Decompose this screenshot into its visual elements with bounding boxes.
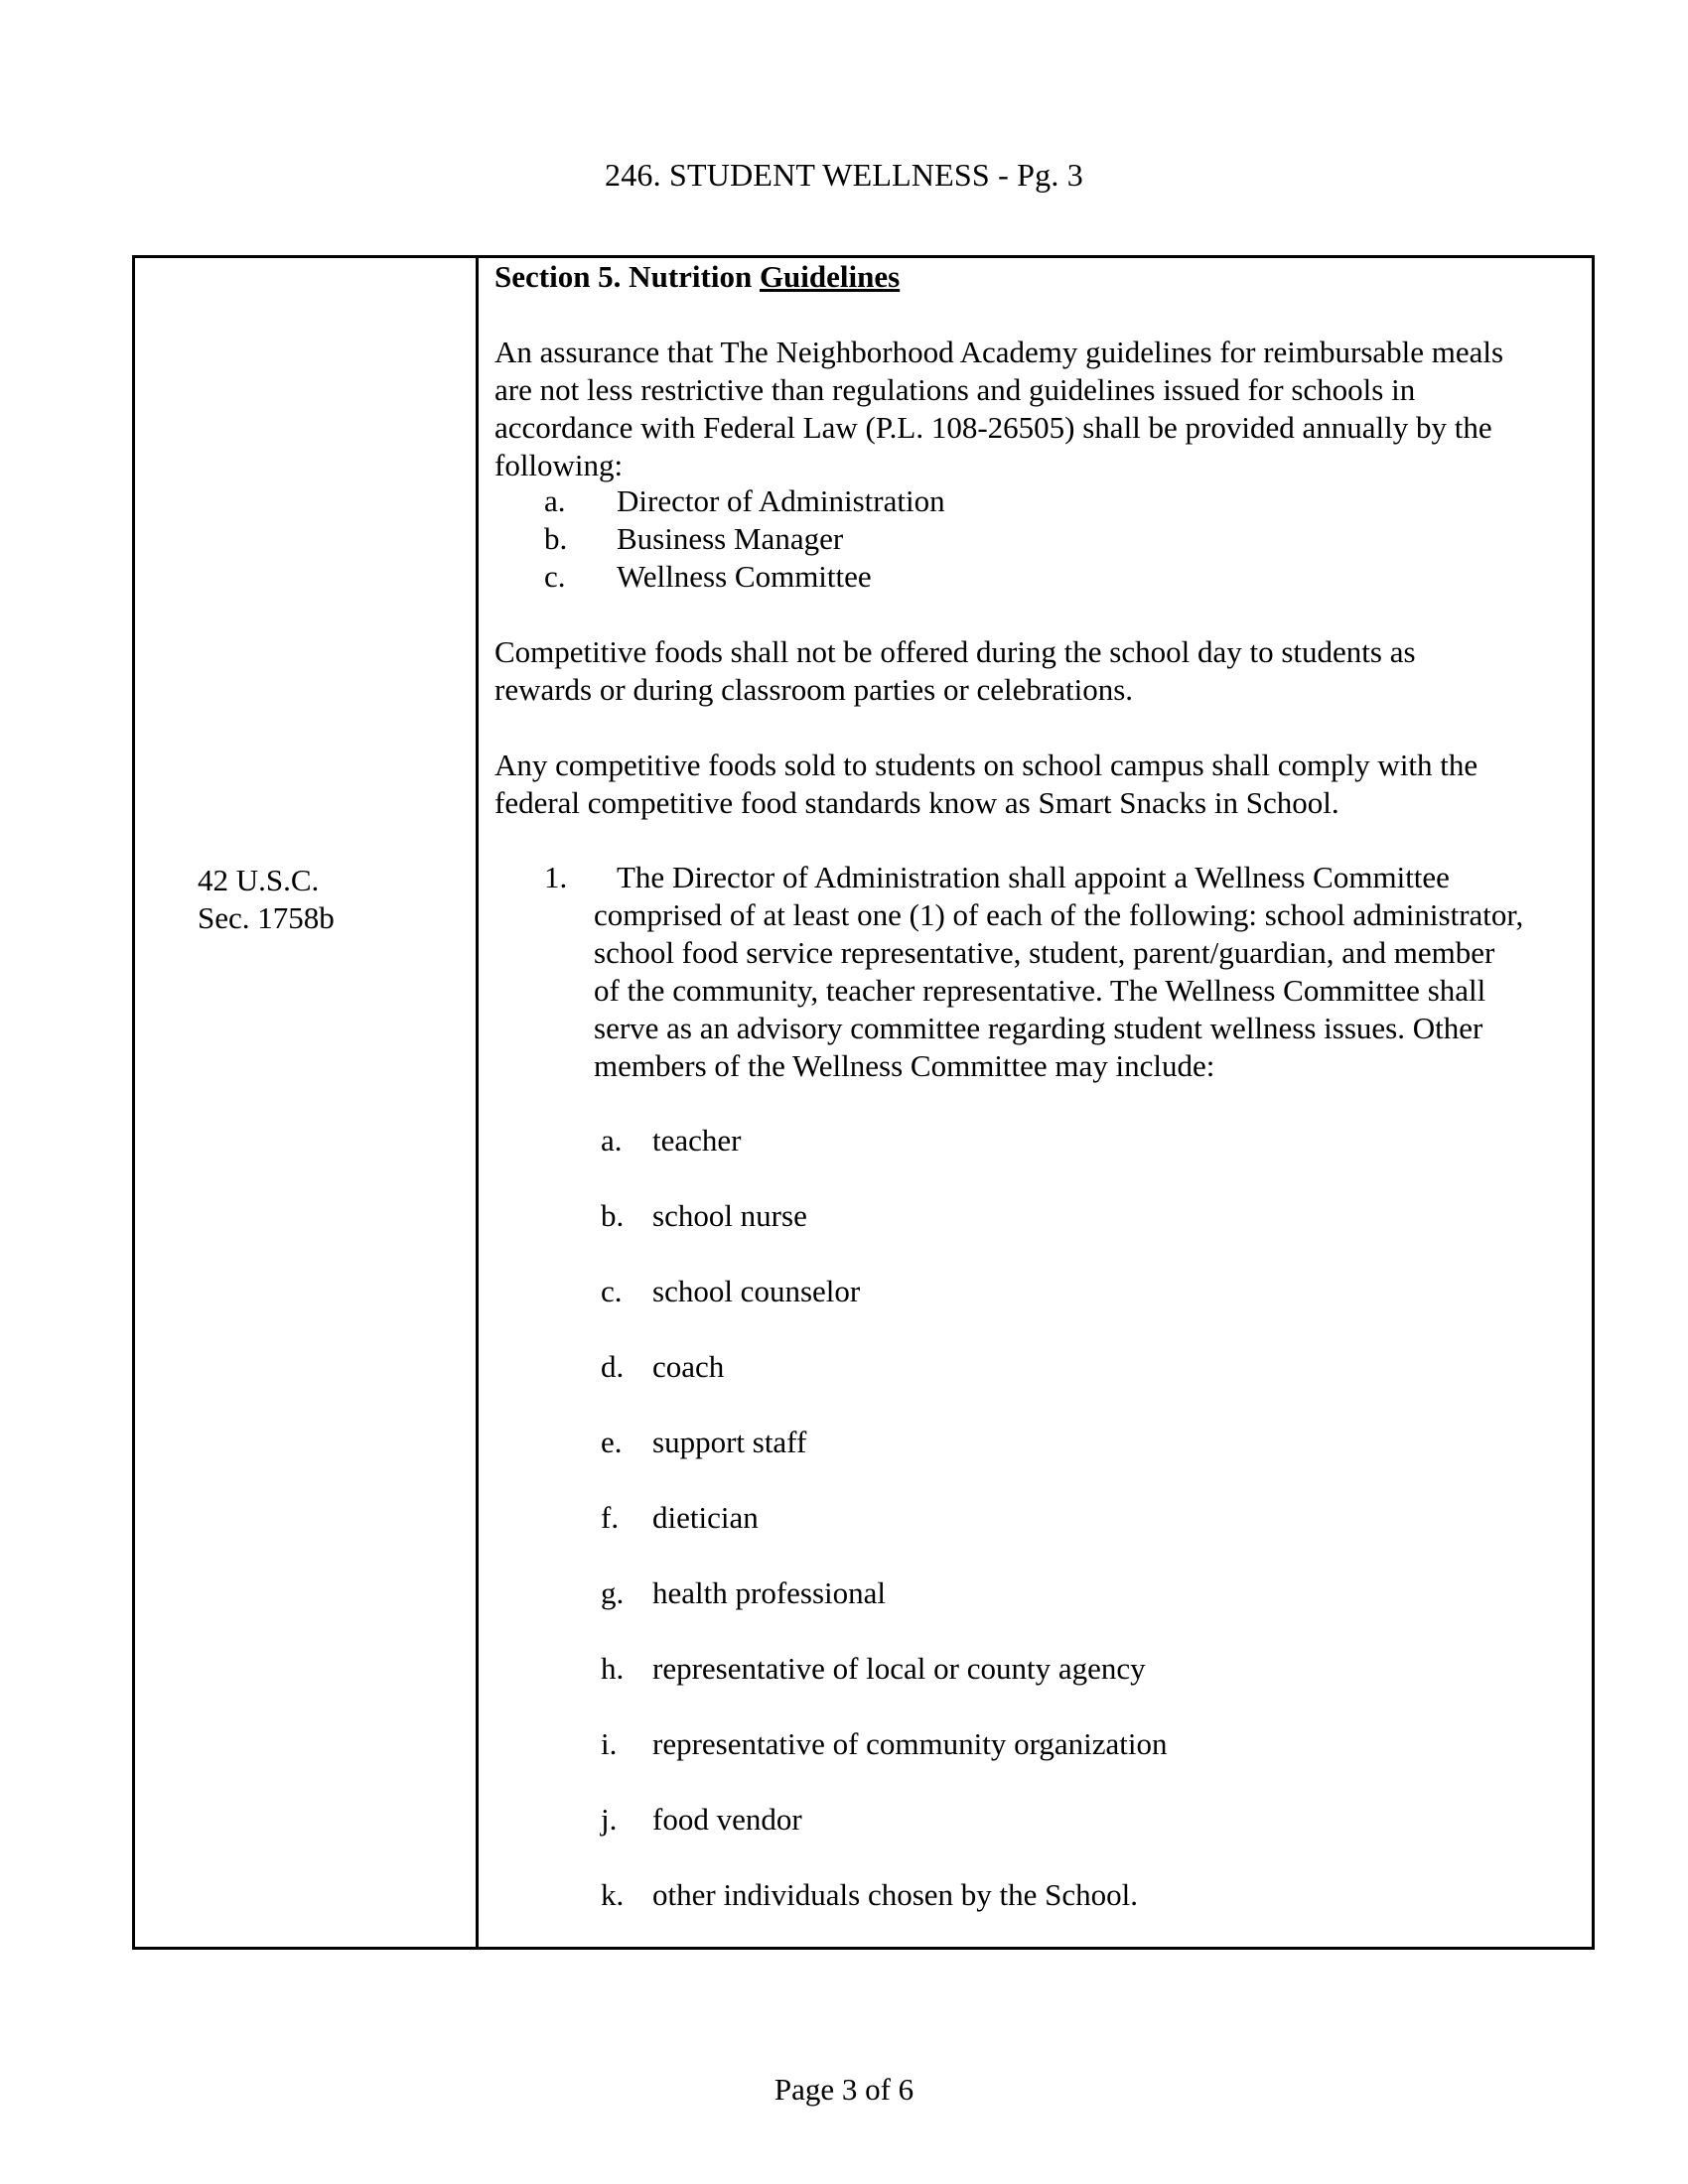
item-line: school food service representative, student, parent/guardian, and member xyxy=(594,935,1495,970)
list-text: representative of local or county agency xyxy=(652,1651,1146,1686)
numbered-item-1 xyxy=(494,859,1582,1085)
item-line: members of the Wellness Committee may include: xyxy=(594,1048,1215,1083)
list-text: school counselor xyxy=(652,1274,861,1308)
list-text: teacher xyxy=(652,1123,742,1158)
column-divider xyxy=(476,258,479,1947)
list-text: representative of community organization xyxy=(652,1726,1168,1761)
list-marker: k. xyxy=(601,1877,625,1912)
item-line: The Director of Administration shall appoint a Wellness Committee xyxy=(617,860,1450,894)
list-text: dietician xyxy=(652,1500,759,1535)
list-text: health professional xyxy=(652,1575,887,1610)
item-line: comprised of at least one (1) of each of the following: school administrator, xyxy=(594,897,1524,932)
list-marker: h. xyxy=(601,1651,625,1686)
list-marker: i. xyxy=(601,1726,618,1761)
item-number: 1. xyxy=(544,860,568,894)
page-number: Page 3 of 6 xyxy=(774,2072,914,2107)
list-text: Business Manager xyxy=(617,521,844,556)
list-marker: b. xyxy=(544,521,568,556)
section-title-prefix: Section 5. Nutrition xyxy=(494,259,760,294)
assurance-line: are not less restrictive than regulations and guidelines issued for schools in xyxy=(494,372,1416,407)
list-marker: b. xyxy=(601,1198,625,1233)
list-text: school nurse xyxy=(652,1198,807,1233)
assurance-paragraph xyxy=(494,334,1582,484)
assurance-line: accordance with Federal Law (P.L. 108-26505) shall be provided annually by the xyxy=(494,410,1492,445)
assurance-line: following: xyxy=(494,448,624,482)
list-marker: e. xyxy=(601,1425,623,1459)
policy-table xyxy=(132,255,1595,1950)
legal-reference-line-2: Sec. 1758b xyxy=(198,900,335,935)
legal-reference xyxy=(198,862,335,937)
list-marker: c. xyxy=(601,1274,623,1308)
section-title xyxy=(494,258,900,296)
item-line: of the community, teacher representative. The Wellness Committee shall xyxy=(594,973,1486,1008)
list-marker: c. xyxy=(544,559,566,594)
legal-reference-line-1: 42 U.S.C. xyxy=(198,863,320,897)
list-text: other individuals chosen by the School. xyxy=(652,1877,1139,1912)
list-marker: f. xyxy=(601,1500,620,1535)
assurance-line: An assurance that The Neighborhood Academy guidelines for reimbursable meals xyxy=(494,335,1504,369)
list-text: food vendor xyxy=(652,1802,802,1837)
page-header-title: 246. STUDENT WELLNESS - Pg. 3 xyxy=(605,157,1083,193)
list-text: support staff xyxy=(652,1425,807,1459)
list-marker: a. xyxy=(544,483,566,518)
smart-snacks-paragraph xyxy=(494,747,1582,822)
paragraph-line: federal competitive food standards know as Smart Snacks in School. xyxy=(494,785,1339,820)
paragraph-line: rewards or during classroom parties or celebrations. xyxy=(494,672,1134,707)
competitive-foods-paragraph xyxy=(494,633,1582,709)
list-marker: d. xyxy=(601,1349,625,1384)
section-title-underlined: Guidelines xyxy=(759,259,901,294)
list-marker: a. xyxy=(601,1123,623,1158)
paragraph-line: Competitive foods shall not be offered during the school day to students as xyxy=(494,634,1416,669)
list-marker: g. xyxy=(601,1575,625,1610)
list-text: Wellness Committee xyxy=(617,559,872,594)
list-marker: j. xyxy=(601,1802,618,1837)
paragraph-line: Any competitive foods sold to students on school campus shall comply with the xyxy=(494,748,1478,782)
list-text: Director of Administration xyxy=(617,483,945,518)
item-line: serve as an advisory committee regarding student wellness issues. Other xyxy=(594,1011,1483,1045)
list-text: coach xyxy=(652,1349,725,1384)
